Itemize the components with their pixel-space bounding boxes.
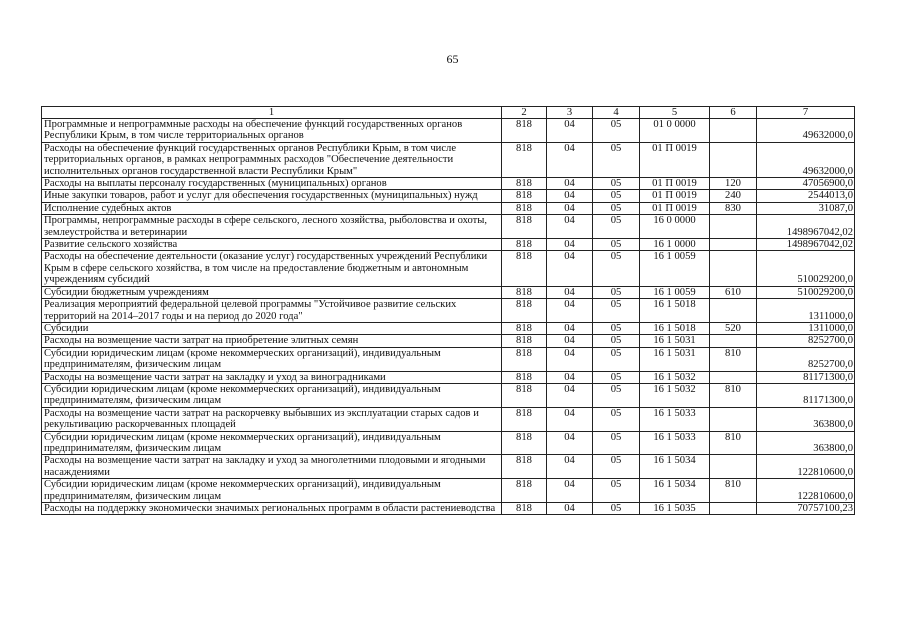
row-code-2-cell: 818 <box>502 142 547 177</box>
row-code-4-cell: 05 <box>593 335 640 347</box>
row-code-4-cell: 05 <box>593 239 640 251</box>
table-row <box>42 322 855 334</box>
row-code-4-cell: 05 <box>593 431 640 455</box>
row-amount-cell: 363800,0 <box>757 407 855 431</box>
row-amount-cell: 510029200,0 <box>757 286 855 298</box>
row-code-6-cell <box>710 251 757 286</box>
row-amount-cell: 1498967042,02 <box>757 239 855 251</box>
table-row <box>42 202 855 214</box>
row-code-6-cell <box>710 455 757 479</box>
row-code-3-cell: 04 <box>547 178 593 190</box>
row-code-2-cell: 818 <box>502 347 547 371</box>
table-row <box>42 299 855 323</box>
row-amount-cell: 1311000,0 <box>757 322 855 334</box>
row-code-5-cell: 16 1 5032 <box>640 383 710 407</box>
table-row <box>42 178 855 190</box>
header-cell: 5 <box>640 107 710 119</box>
row-amount-cell: 2544013,0 <box>757 190 855 202</box>
row-name-cell: Иные закупки товаров, работ и услуг для обеспечения государственных (муниципальных) нужд <box>42 190 502 202</box>
row-code-2-cell: 818 <box>502 431 547 455</box>
row-code-3-cell: 04 <box>547 347 593 371</box>
row-code-3-cell: 04 <box>547 335 593 347</box>
row-code-5-cell: 01 П 0019 <box>640 178 710 190</box>
row-code-3-cell: 04 <box>547 407 593 431</box>
row-amount-cell: 49632000,0 <box>757 142 855 177</box>
row-code-2-cell: 818 <box>502 239 547 251</box>
row-amount-cell: 122810600,0 <box>757 455 855 479</box>
row-amount-cell: 70757100,23 <box>757 503 855 515</box>
row-name-cell: Расходы на возмещение части затрат на закладку и уход за виноградниками <box>42 371 502 383</box>
header-cell: 3 <box>547 107 593 119</box>
table-row <box>42 251 855 286</box>
row-code-5-cell: 16 1 5032 <box>640 371 710 383</box>
row-name-cell: Расходы на возмещение части затрат на приобретение элитных семян <box>42 335 502 347</box>
row-code-2-cell: 818 <box>502 383 547 407</box>
row-code-6-cell: 120 <box>710 178 757 190</box>
row-amount-cell: 47056900,0 <box>757 178 855 190</box>
row-code-6-cell: 810 <box>710 431 757 455</box>
header-cell: 2 <box>502 107 547 119</box>
row-code-3-cell: 04 <box>547 119 593 143</box>
header-cell: 4 <box>593 107 640 119</box>
row-code-5-cell: 16 1 0059 <box>640 286 710 298</box>
table-header-row <box>42 107 855 119</box>
row-code-3-cell: 04 <box>547 322 593 334</box>
page-number: 65 <box>446 52 459 66</box>
row-name-cell: Расходы на выплаты персоналу государственных (муниципальных) органов <box>42 178 502 190</box>
row-code-4-cell: 05 <box>593 407 640 431</box>
row-code-2-cell: 818 <box>502 479 547 503</box>
row-code-6-cell: 810 <box>710 347 757 371</box>
table-row <box>42 479 855 503</box>
table-row <box>42 335 855 347</box>
row-code-4-cell: 05 <box>593 215 640 239</box>
row-code-5-cell: 01 0 0000 <box>640 119 710 143</box>
table-row <box>42 455 855 479</box>
table-row <box>42 286 855 298</box>
row-code-3-cell: 04 <box>547 215 593 239</box>
row-code-2-cell: 818 <box>502 335 547 347</box>
row-code-4-cell: 05 <box>593 479 640 503</box>
row-code-3-cell: 04 <box>547 431 593 455</box>
row-code-5-cell: 16 1 5034 <box>640 455 710 479</box>
row-code-3-cell: 04 <box>547 503 593 515</box>
budget-table <box>41 106 855 515</box>
row-code-2-cell: 818 <box>502 407 547 431</box>
row-name-cell: Субсидии юридическим лицам (кроме некоммерческих организаций), индивидуальным предпринимателям, физическим лицам <box>42 347 502 371</box>
row-code-6-cell: 810 <box>710 383 757 407</box>
row-code-5-cell: 01 П 0019 <box>640 142 710 177</box>
row-name-cell: Расходы на возмещение части затрат на раскорчевку выбывших из эксплуатации старых садов и рекультивацию раскорчеванных площадей <box>42 407 502 431</box>
row-name-cell: Расходы на возмещение части затрат на закладку и уход за многолетними плодовыми и ягодными насаждениями <box>42 455 502 479</box>
table-row <box>42 190 855 202</box>
row-code-3-cell: 04 <box>547 371 593 383</box>
row-code-6-cell <box>710 119 757 143</box>
row-amount-cell: 31087,0 <box>757 202 855 214</box>
row-code-6-cell: 810 <box>710 479 757 503</box>
row-name-cell: Развитие сельского хозяйства <box>42 239 502 251</box>
header-cell: 1 <box>42 107 502 119</box>
row-code-5-cell: 01 П 0019 <box>640 202 710 214</box>
row-code-2-cell: 818 <box>502 322 547 334</box>
row-name-cell: Субсидии юридическим лицам (кроме некоммерческих организаций), индивидуальным предпринимателям, физическим лицам <box>42 431 502 455</box>
row-code-3-cell: 04 <box>547 202 593 214</box>
header-cell: 6 <box>710 107 757 119</box>
row-name-cell: Программы, непрограммные расходы в сфере сельского, лесного хозяйства, рыболовства и охоты, землеустройства и ветеринарии <box>42 215 502 239</box>
row-name-cell: Расходы на обеспечение функций государственных органов Республики Крым, в том числе территориальных органов, в рамках непрограммных расходов "Обеспечение деятельности исполнительных органов государственной власти Республики Крым" <box>42 142 502 177</box>
table-row <box>42 407 855 431</box>
table-row <box>42 347 855 371</box>
row-code-4-cell: 05 <box>593 322 640 334</box>
row-code-6-cell <box>710 407 757 431</box>
row-amount-cell: 1498967042,02 <box>757 215 855 239</box>
table-row <box>42 383 855 407</box>
row-name-cell: Реализация мероприятий федеральной целевой программы "Устойчивое развитие сельских территорий на 2014–2017 годы и на период до 2020 года" <box>42 299 502 323</box>
row-code-2-cell: 818 <box>502 119 547 143</box>
row-code-5-cell: 16 1 5034 <box>640 479 710 503</box>
row-code-5-cell: 16 1 5033 <box>640 431 710 455</box>
row-code-4-cell: 05 <box>593 286 640 298</box>
row-code-4-cell: 05 <box>593 119 640 143</box>
row-name-cell: Исполнение судебных актов <box>42 202 502 214</box>
row-code-6-cell: 520 <box>710 322 757 334</box>
row-code-4-cell: 05 <box>593 178 640 190</box>
row-code-2-cell: 818 <box>502 371 547 383</box>
row-code-5-cell: 16 1 5033 <box>640 407 710 431</box>
row-code-3-cell: 04 <box>547 479 593 503</box>
row-code-2-cell: 818 <box>502 251 547 286</box>
row-code-2-cell: 818 <box>502 455 547 479</box>
table-row <box>42 215 855 239</box>
row-code-5-cell: 16 1 5035 <box>640 503 710 515</box>
row-code-3-cell: 04 <box>547 455 593 479</box>
table-row <box>42 371 855 383</box>
row-code-3-cell: 04 <box>547 190 593 202</box>
row-code-2-cell: 818 <box>502 299 547 323</box>
row-code-3-cell: 04 <box>547 142 593 177</box>
row-name-cell: Программные и непрограммные расходы на обеспечение функций государственных органов Республики Крым, в том числе территориальных органов <box>42 119 502 143</box>
row-code-5-cell: 16 0 0000 <box>640 215 710 239</box>
row-code-5-cell: 01 П 0019 <box>640 190 710 202</box>
row-code-6-cell <box>710 239 757 251</box>
row-code-6-cell: 240 <box>710 190 757 202</box>
row-code-3-cell: 04 <box>547 239 593 251</box>
row-code-4-cell: 05 <box>593 142 640 177</box>
row-amount-cell: 49632000,0 <box>757 119 855 143</box>
row-code-5-cell: 16 1 0000 <box>640 239 710 251</box>
row-code-4-cell: 05 <box>593 455 640 479</box>
header-cell: 7 <box>757 107 855 119</box>
row-code-4-cell: 05 <box>593 371 640 383</box>
row-amount-cell: 122810600,0 <box>757 479 855 503</box>
row-name-cell: Расходы на обеспечение деятельности (оказание услуг) государственных учреждений Республики Крым в сфере сельского хозяйства, в том числе на предоставление бюджетным и автономным учреждениям субсидий <box>42 251 502 286</box>
row-code-6-cell: 830 <box>710 202 757 214</box>
row-name-cell: Субсидии юридическим лицам (кроме некоммерческих организаций), индивидуальным предпринимателям, физическим лицам <box>42 383 502 407</box>
row-code-6-cell <box>710 142 757 177</box>
row-name-cell: Расходы на поддержку экономически значимых региональных программ в области растениеводства <box>42 503 502 515</box>
row-amount-cell: 363800,0 <box>757 431 855 455</box>
row-code-5-cell: 16 1 0059 <box>640 251 710 286</box>
row-code-2-cell: 818 <box>502 202 547 214</box>
row-code-6-cell <box>710 371 757 383</box>
table-row <box>42 239 855 251</box>
row-code-6-cell <box>710 503 757 515</box>
row-code-4-cell: 05 <box>593 299 640 323</box>
row-amount-cell: 510029200,0 <box>757 251 855 286</box>
table-row <box>42 142 855 177</box>
row-code-4-cell: 05 <box>593 202 640 214</box>
row-name-cell: Субсидии юридическим лицам (кроме некоммерческих организаций), индивидуальным предпринимателям, физическим лицам <box>42 479 502 503</box>
row-code-3-cell: 04 <box>547 286 593 298</box>
row-code-6-cell <box>710 299 757 323</box>
row-code-2-cell: 818 <box>502 286 547 298</box>
row-code-4-cell: 05 <box>593 347 640 371</box>
row-code-4-cell: 05 <box>593 190 640 202</box>
row-code-2-cell: 818 <box>502 190 547 202</box>
row-amount-cell: 81171300,0 <box>757 383 855 407</box>
row-code-3-cell: 04 <box>547 299 593 323</box>
row-code-5-cell: 16 1 5018 <box>640 322 710 334</box>
row-amount-cell: 8252700,0 <box>757 347 855 371</box>
row-name-cell: Субсидии бюджетным учреждениям <box>42 286 502 298</box>
row-code-3-cell: 04 <box>547 251 593 286</box>
row-code-5-cell: 16 1 5031 <box>640 347 710 371</box>
row-amount-cell: 8252700,0 <box>757 335 855 347</box>
row-amount-cell: 1311000,0 <box>757 299 855 323</box>
row-code-5-cell: 16 1 5018 <box>640 299 710 323</box>
row-code-2-cell: 818 <box>502 215 547 239</box>
row-amount-cell: 81171300,0 <box>757 371 855 383</box>
row-code-4-cell: 05 <box>593 503 640 515</box>
row-code-3-cell: 04 <box>547 383 593 407</box>
row-code-6-cell: 610 <box>710 286 757 298</box>
row-code-4-cell: 05 <box>593 383 640 407</box>
row-name-cell: Субсидии <box>42 322 502 334</box>
table-row <box>42 119 855 143</box>
row-code-5-cell: 16 1 5031 <box>640 335 710 347</box>
row-code-2-cell: 818 <box>502 178 547 190</box>
row-code-2-cell: 818 <box>502 503 547 515</box>
row-code-6-cell <box>710 335 757 347</box>
table-row <box>42 431 855 455</box>
table-row <box>42 503 855 515</box>
row-code-6-cell <box>710 215 757 239</box>
row-code-4-cell: 05 <box>593 251 640 286</box>
